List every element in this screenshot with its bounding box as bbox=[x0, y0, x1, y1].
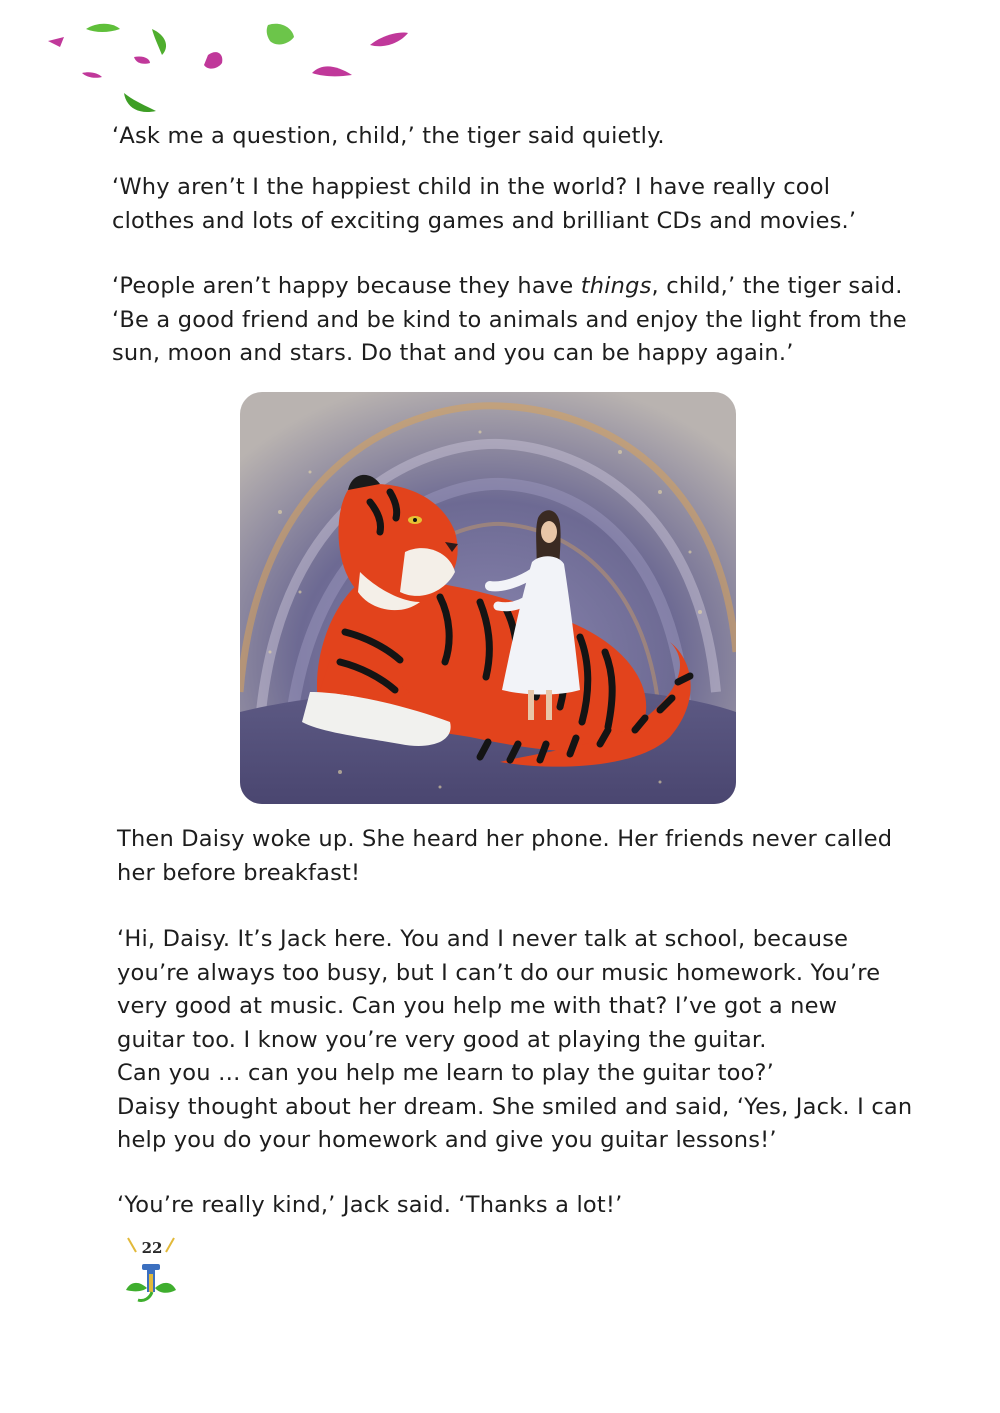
page-number: 22 bbox=[141, 1239, 163, 1257]
paragraph-tiger-asks: ‘Ask me a question, child,’ the tiger said quietly. bbox=[112, 123, 665, 149]
pink-petal bbox=[48, 37, 64, 47]
paragraph-jack-thanks: ‘You’re really kind,’ Jack said. ‘Thanks a lot!’ bbox=[117, 1192, 623, 1218]
paragraph-daisy-wakes: Then Daisy woke up. She heard her phone. Her friends never called her before breakfast! bbox=[117, 826, 893, 886]
pink-petal bbox=[312, 66, 352, 76]
paragraph-tiger-answer: ‘People aren’t happy because they have things, child,’ the tiger said. ‘Be a good friend and be kind to animals and enjoy the light from the sun, moon and stars. Do that and you can be happy again.’ bbox=[112, 273, 907, 366]
falling-petals-decoration bbox=[40, 15, 420, 125]
pink-petal bbox=[82, 72, 102, 78]
cave-scene-image bbox=[240, 392, 736, 804]
green-leaf bbox=[267, 24, 294, 45]
page-number-badge bbox=[122, 1236, 182, 1306]
green-leaf bbox=[86, 24, 120, 32]
tiger-and-girl-illustration bbox=[240, 392, 736, 804]
pink-petal bbox=[370, 33, 408, 47]
paragraph-daisy-question: ‘Why aren’t I the happiest child in the world? I have really cool clothes and lots of exciting games and brilliant CDs and movies.’ bbox=[112, 174, 857, 234]
pink-petal bbox=[204, 52, 222, 68]
pink-petal bbox=[134, 56, 150, 63]
green-leaf bbox=[124, 93, 156, 112]
green-leaf bbox=[152, 29, 166, 55]
paragraph-jack-call: ‘Hi, Daisy. It’s Jack here. You and I never talk at school, because you’re always too busy, but I can’t do our music homework. You’re very good at music. Can you help me with that? I’ve got a new guitar too. I know you’re very good at playing the guitar. Can you … can you help me learn to play the guitar too?’ Daisy thought about her dream. She smiled and said, ‘Yes, Jack. I can help you do your homework and give you guitar lessons!’ bbox=[117, 926, 913, 1153]
